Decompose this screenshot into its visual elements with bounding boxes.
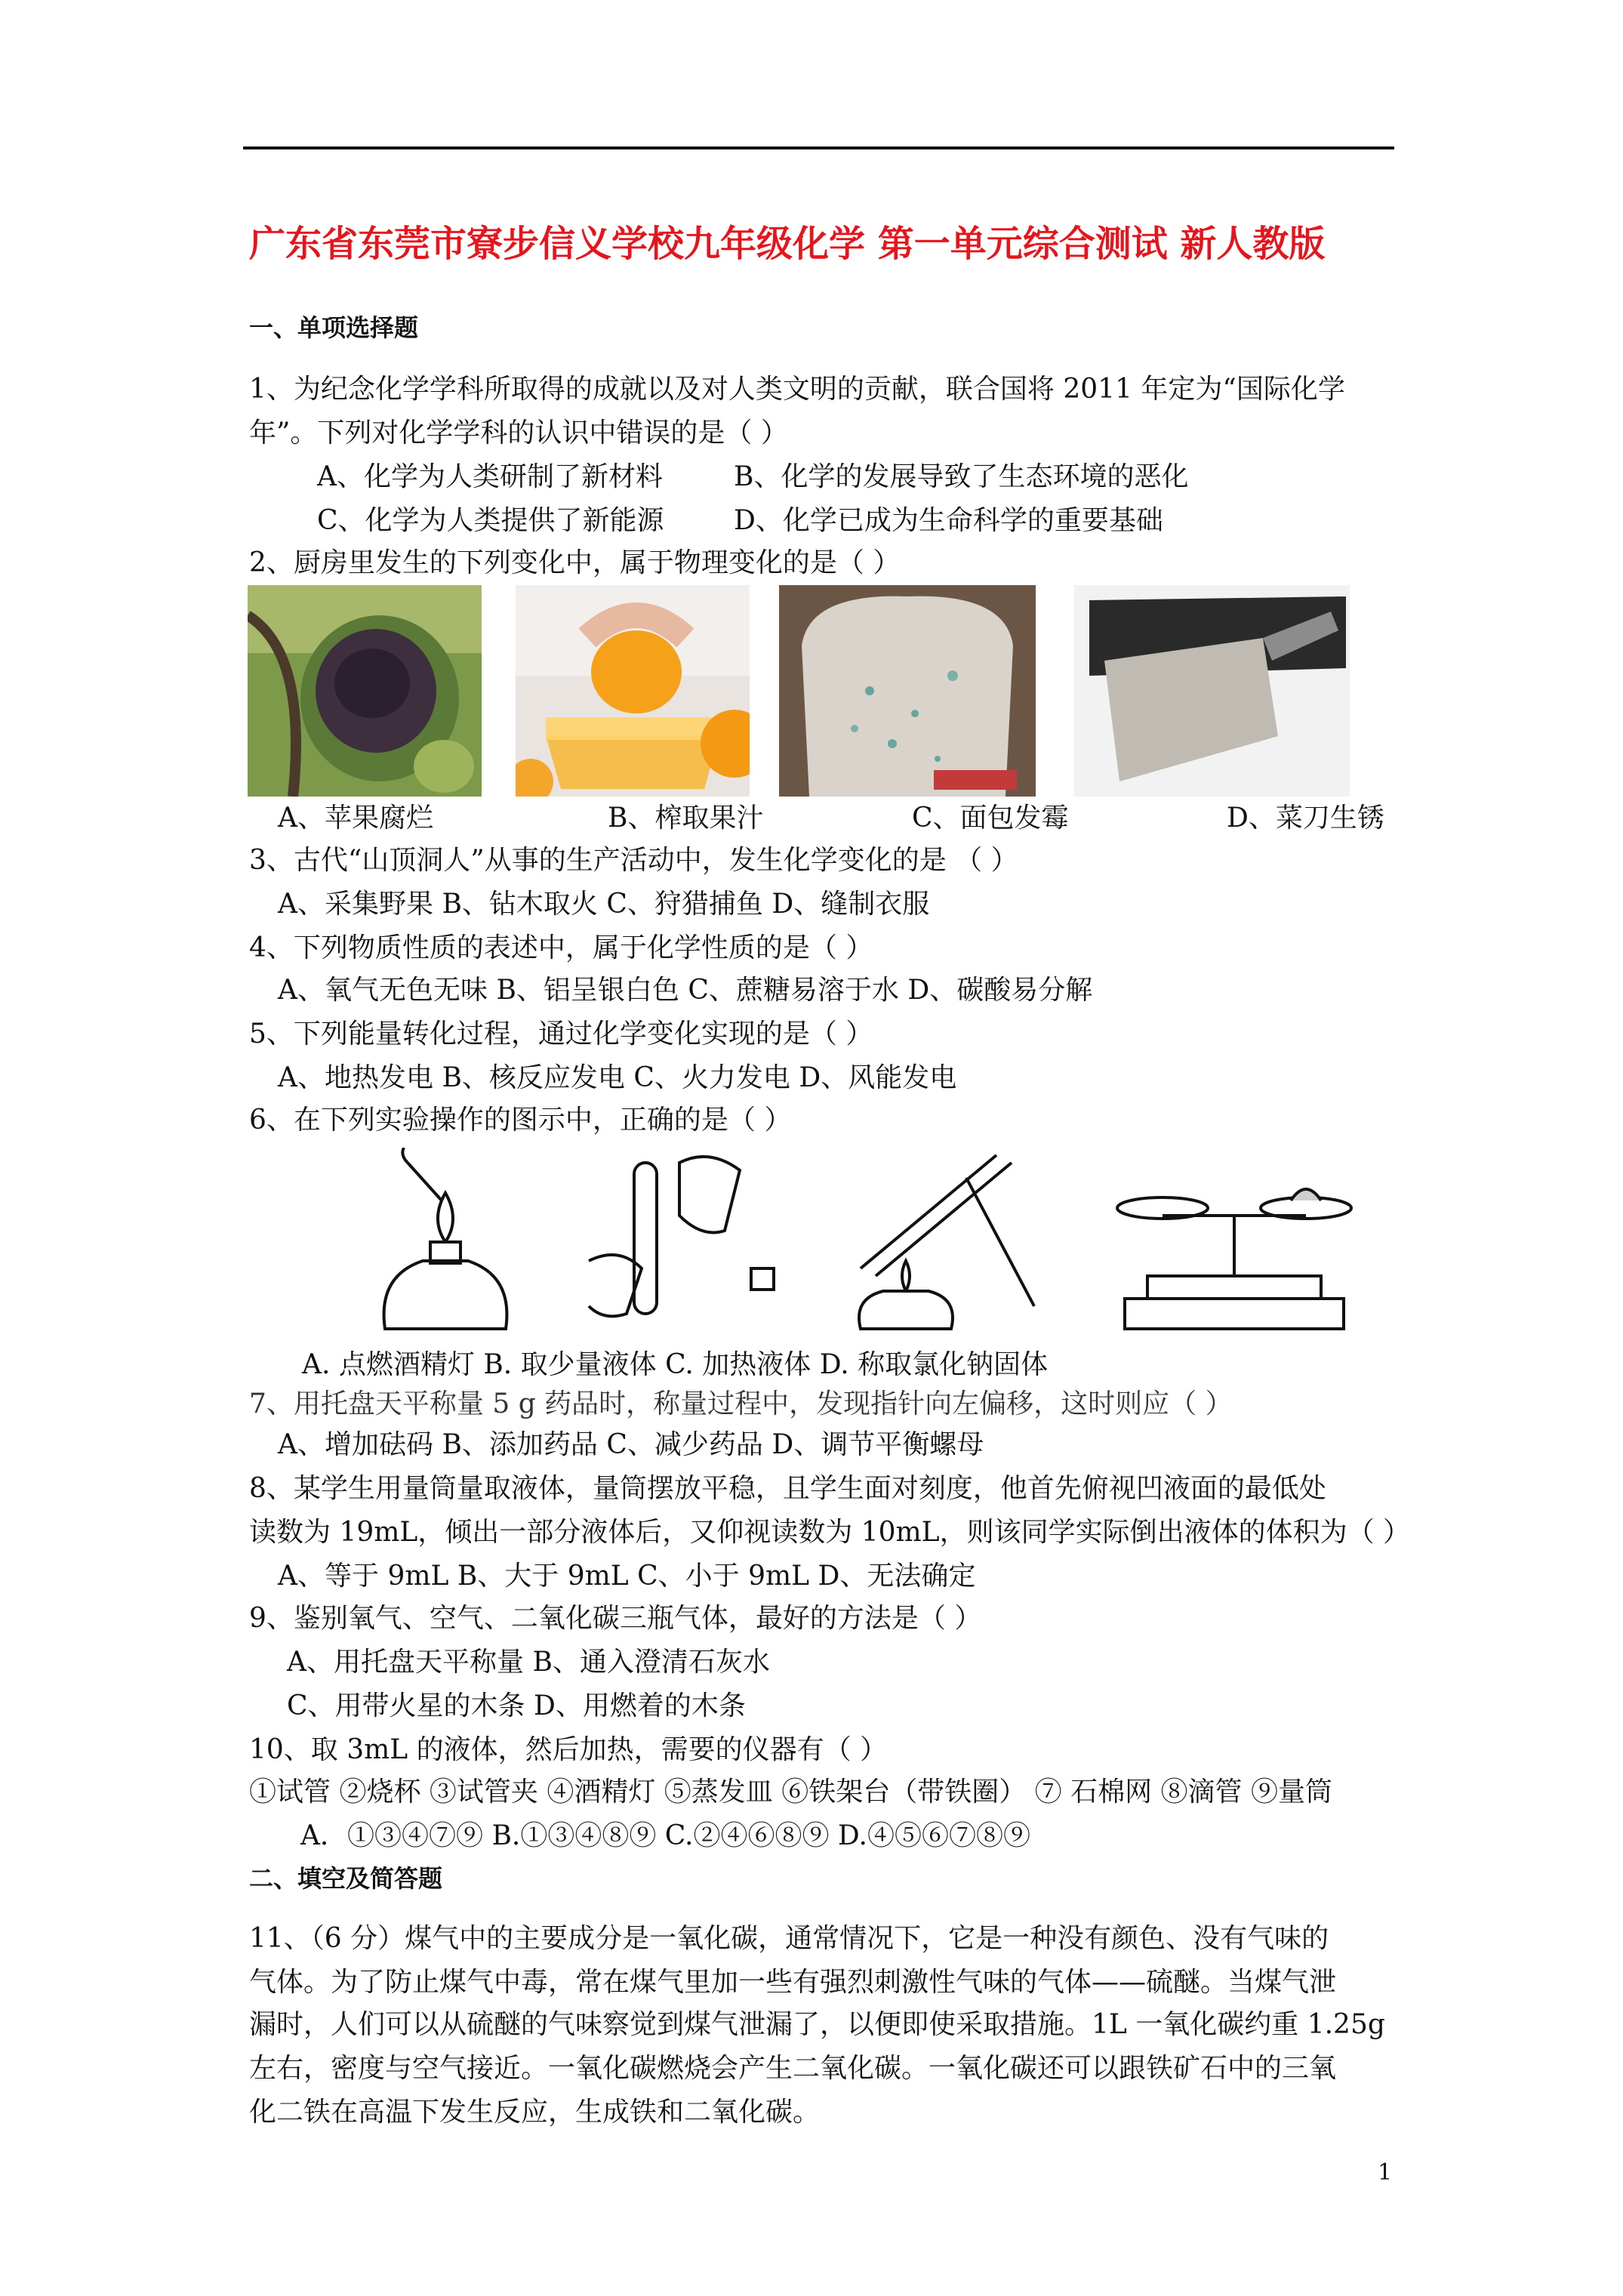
kitchen-knife-photo	[1074, 585, 1350, 797]
q11-line4: 左右，密度与空气接近。一氧化碳燃烧会产生二氧化碳。一氧化碳还可以跟铁矿石中的三氧	[249, 2053, 1337, 2084]
q3-options: A、采集野果 B、钻木取火 C、狩猎捕鱼 D、缝制衣服	[278, 889, 930, 920]
q5-options: A、地热发电 B、核反应发电 C、火力发电 D、风能发电	[278, 1062, 957, 1093]
q8-options: A、等于 9mL B、大于 9mL C、小于 9mL D、无法确定	[278, 1561, 976, 1592]
q2-option-c: C、面包发霉	[912, 803, 1069, 834]
q2-option-d: D、菜刀生锈	[1227, 803, 1384, 834]
q8-stem-line1: 8、某学生用量筒量取液体，量筒摆放平稳，且学生面对刻度，他首先俯视凹液面的最低处	[249, 1473, 1326, 1504]
q1-stem-line2: 年”。下列对化学学科的认识中错误的是（ ）	[249, 418, 788, 448]
q7-options: A、增加砝码 B、添加药品 C、减少药品 D、调节平衡螺母	[278, 1429, 984, 1460]
q10-items: ①试管 ②烧杯 ③试管夹 ④酒精灯 ⑤蒸发皿 ⑥铁架台（带铁圈） ⑦ 石棉网 ⑧滴管 ⑨量筒	[249, 1777, 1332, 1808]
q8-stem-line2: 读数为 19mL，倾出一部分液体后，又仰视读数为 10mL，则该同学实际倒出液体的体积为（ ）	[249, 1517, 1411, 1548]
header-rule	[243, 146, 1394, 149]
section-heading-1: 一、单项选择题	[249, 313, 419, 342]
heat-liquid-drawing	[859, 1155, 1034, 1329]
balance-drawing	[1117, 1189, 1351, 1329]
q11-line2: 气体。为了防止煤气中毒，常在煤气里加一些有强烈刺激性气味的气体——硫醚。当煤气泄	[249, 1967, 1337, 1998]
juicer-photo	[516, 585, 750, 797]
q11-line5: 化二铁在高温下发生反应，生成铁和二氧化碳。	[249, 2097, 821, 2128]
alcohol-lamp-drawing	[384, 1148, 507, 1329]
q5-stem: 5、下列能量转化过程，通过化学变化实现的是（ ）	[249, 1019, 873, 1049]
q2-option-b: B、榨取果汁	[608, 803, 764, 834]
q2-stem: 2、厨房里发生的下列变化中，属于物理变化的是（ ）	[249, 547, 901, 578]
q10-stem: 10、取 3mL 的液体，然后加热，需要的仪器有（ ）	[249, 1734, 888, 1765]
q1-option-a: A、化学为人类研制了新材料	[317, 461, 663, 492]
q7-stem: 7、用托盘天平称量 5 g 药品时，称量过程中，发现指针向左偏移，这时则应（ ）	[249, 1388, 1233, 1419]
page-number: 1	[1378, 2159, 1393, 2186]
q4-stem: 4、下列物质性质的表述中，属于化学性质的是（ ）	[249, 932, 873, 963]
q1-stem-line1: 1、为纪念化学学科所取得的成就以及对人类文明的贡献，联合国将 2011 年定为“国际化学	[249, 374, 1345, 405]
q4-options: A、氧气无色无味 B、铝呈银白色 C、蔗糖易溶于水 D、碳酸易分解	[278, 975, 1093, 1006]
q1-option-c: C、化学为人类提供了新能源	[317, 505, 664, 536]
section-heading-2: 二、填空及简答题	[249, 1864, 443, 1893]
q11-line3: 漏时，人们可以从硫醚的气味察觉到煤气泄漏了，以便即使采取措施。1L 一氧化碳约重 1.25g	[249, 2009, 1385, 2040]
q9-stem: 9、鉴别氧气、空气、二氧化碳三瓶气体，最好的方法是（ ）	[249, 1603, 982, 1634]
q11-line1: 11、（6 分）煤气中的主要成分是一氧化碳，通常情况下，它是一种没有颜色、没有气味的	[249, 1923, 1329, 1954]
q6-stem: 6、在下列实验操作的图示中，正确的是（ ）	[249, 1105, 792, 1136]
q9-options-line1: A、用托盘天平称量 B、通入澄清石灰水	[287, 1647, 770, 1678]
q10-options: A．①③④⑦⑨ B.①③④⑧⑨ C.②④⑥⑧⑨ D.④⑤⑥⑦⑧⑨	[300, 1820, 1030, 1851]
lab-operation-drawings	[362, 1148, 1434, 1336]
q6-options: A. 点燃酒精灯 B. 取少量液体 C. 加热液体 D. 称取氯化钠固体	[302, 1349, 1049, 1380]
q1-option-d: D、化学已成为生命科学的重要基础	[734, 505, 1163, 536]
q2-option-a: A、苹果腐烂	[278, 803, 433, 834]
document-title: 广东省东莞市寮步信义学校九年级化学 第一单元综合测试 新人教版	[249, 223, 1326, 265]
q1-option-b: B、化学的发展导致了生态环境的恶化	[734, 461, 1189, 492]
rotten-apple-photo	[248, 585, 482, 797]
moldy-bread-photo	[779, 585, 1036, 797]
pour-liquid-drawing	[589, 1157, 774, 1316]
q3-stem: 3、古代“山顶洞人”从事的生产活动中，发生化学变化的是 （ ）	[249, 845, 1018, 876]
q9-options-line2: C、用带火星的木条 D、用燃着的木条	[287, 1690, 746, 1721]
